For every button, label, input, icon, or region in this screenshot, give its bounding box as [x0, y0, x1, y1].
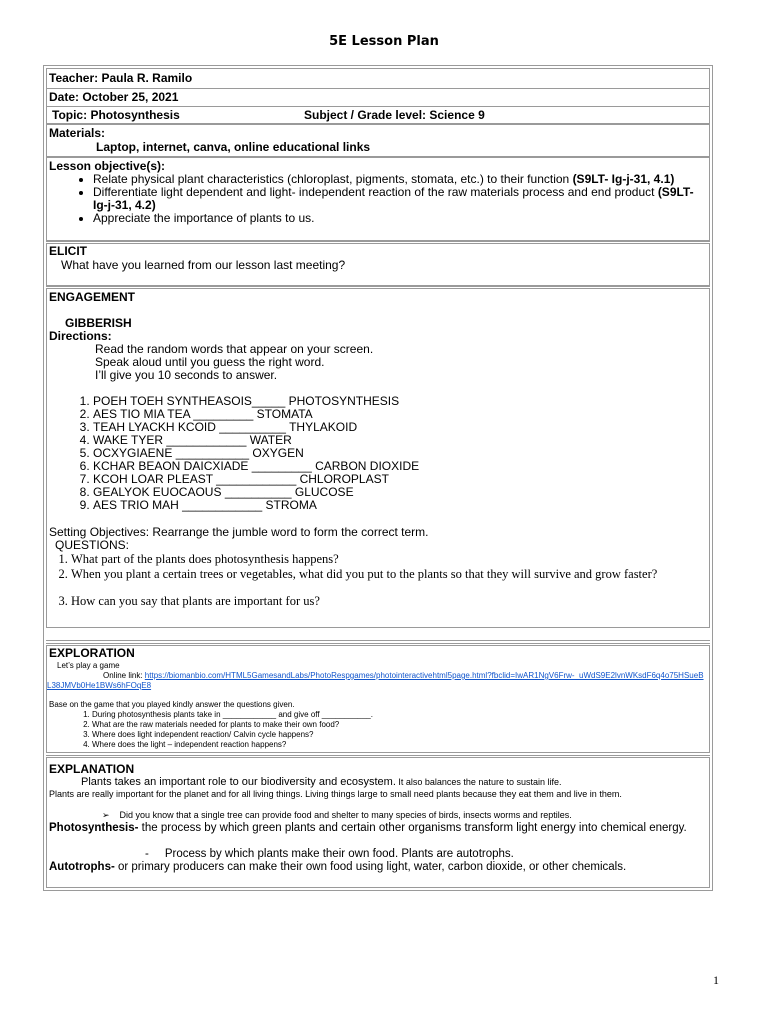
- engagement-label: ENGAGEMENT: [49, 290, 136, 304]
- teacher-text: Teacher: Paula R. Ramilo: [49, 71, 193, 85]
- exploration-row: [46, 645, 710, 753]
- separator-line: [46, 640, 710, 641]
- elicit-row: [46, 243, 710, 286]
- gibberish-item: 3. TEAH LYACKH KCOID __________ THYLAKOID: [93, 421, 707, 434]
- question-item: 3. How can you say that plants are important for us?: [71, 594, 707, 609]
- elicit-label: ELICIT: [49, 244, 87, 258]
- explanation-dash-item: - Process by which plants make their own food. Plants are autotrophs.: [145, 848, 514, 860]
- objective-item: • Differentiate light dependent and light- independent reaction of the raw materials process and end product (S9LT- Ig-j-31, 4.2): [93, 186, 707, 212]
- page-number: 1: [713, 973, 719, 987]
- arrow-bullet-icon: ➢: [102, 810, 110, 820]
- exploration-question: 4. Where does the light – independent reaction happens?: [92, 740, 707, 750]
- separator-line: [46, 241, 710, 242]
- exploration-question: 2. What are the raw materials needed for plants to make their own food?: [92, 720, 707, 730]
- separator-line: [46, 643, 710, 644]
- direction-line: I’ll give you 10 seconds to answer.: [95, 368, 278, 382]
- gibberish-list: [49, 395, 707, 512]
- directions-label: Directions:: [49, 329, 112, 343]
- explanation-paragraph: Plants are really important for the planet and for all living things. Living things large to small need plants because they eat them and live in them.: [49, 789, 622, 799]
- exploration-question: 3. Where does light independent reaction/ Calvin cycle happens?: [92, 730, 707, 740]
- exploration-instructions: Base on the game that you played kindly answer the questions given.: [49, 700, 295, 709]
- gibberish-item: 5. OCXYGIAENE ___________ OXYGEN: [93, 447, 707, 460]
- question-item: 2. When you plant a certain trees or vegetables, what did you put to the plants so that they will survive and grow faster?: [71, 567, 707, 582]
- elicit-text: What have you learned from our lesson last meeting?: [61, 258, 346, 272]
- objectives-label: Lesson objective(s):: [49, 159, 166, 173]
- date-text: Date: October 25, 2021: [49, 90, 179, 104]
- question-item: 1. What part of the plants does photosynthesis happens?: [71, 552, 707, 567]
- objectives-row: [46, 157, 710, 241]
- gibberish-item: 8. GEALYOK EUOCAOUS __________ GLUCOSE: [93, 486, 707, 499]
- gibberish-item: 6. KCHAR BEAON DAICXIADE _________ CARBON DIOXIDE: [93, 460, 707, 473]
- online-game-link[interactable]: https://biomanbio.com/HTML5GamesandLabs/PhotoRespgames/photointeractivehtml5page.html?fbclid=IwAR1NgV6Frw-_uWdS9E2lvnWKsdF6q4o75HSueBL38JMVb0He1BWs6hFOqE8: [47, 671, 704, 690]
- separator-line: [46, 755, 710, 756]
- explanation-row: [46, 757, 710, 888]
- topic-row: [46, 106, 710, 124]
- questions-list: [49, 552, 707, 609]
- exploration-intro: Let’s play a game: [57, 661, 120, 670]
- link-label: Online link:: [103, 671, 145, 680]
- topic-text: Topic: Photosynthesis: [52, 108, 180, 122]
- exploration-question: 1. During photosynthesis plants take in ____________ and give off ___________.: [92, 710, 707, 720]
- engagement-row: [46, 288, 710, 628]
- questions-label: QUESTIONS:: [55, 538, 130, 552]
- explanation-arrow-item: ➢ Did you know that a single tree can provide food and shelter to many species of birds, insects worms and reptiles.: [102, 810, 572, 820]
- objective-item: • Appreciate the importance of plants to us.: [93, 212, 707, 225]
- exploration-questions: [49, 710, 707, 750]
- materials-text: Laptop, internet, canva, online educational links: [96, 140, 371, 154]
- setting-objectives-text: Setting Objectives: Rearrange the jumble word to form the correct term.: [49, 525, 429, 539]
- autotrophs-definition: Autotrophs- or primary producers can make their own food using light, water, carbon dioxide, or other chemicals.: [49, 861, 627, 873]
- gibberish-item: 1. POEH TOEH SYNTHEASOIS_____ PHOTOSYNTHESIS: [93, 395, 707, 408]
- direction-line: Speak aloud until you guess the right word.: [95, 355, 325, 369]
- activity-title: GIBBERISH: [65, 316, 132, 330]
- photosynthesis-definition: Photosynthesis- the process by which green plants and certain other organisms transform light energy into chemical energy.: [49, 822, 687, 834]
- explanation-label: EXPLANATION: [49, 762, 135, 776]
- date-row: [46, 88, 710, 107]
- gibberish-item: 7. KCOH LOAR PLEAST ____________ CHLOROPLAST: [93, 473, 707, 486]
- separator-line: [46, 286, 710, 287]
- materials-row: [46, 124, 710, 157]
- gibberish-item: 4. WAKE TYER ____________ WATER: [93, 434, 707, 447]
- subject-text: Subject / Grade level: Science 9: [304, 108, 485, 122]
- exploration-label: EXPLORATION: [49, 646, 135, 660]
- document-title: 5E Lesson Plan: [329, 34, 439, 49]
- teacher-row: [46, 68, 710, 89]
- gibberish-item: 2. AES TIO MIA TEA _________ STOMATA: [93, 408, 707, 421]
- objectives-list: [49, 173, 707, 225]
- explanation-intro: Plants takes an important role to our biodiversity and ecosystem. It also balances the nature to sustain life.: [81, 776, 562, 788]
- objective-item: • Relate physical plant characteristics (chloroplast, pigments, stomata, etc.) to their function (S9LT- Ig-j-31, 4.1): [93, 173, 707, 186]
- materials-label: Materials:: [49, 126, 106, 140]
- direction-line: Read the random words that appear on your screen.: [95, 342, 374, 356]
- gibberish-item: 9. AES TRIO MAH ____________ STROMA: [93, 499, 707, 512]
